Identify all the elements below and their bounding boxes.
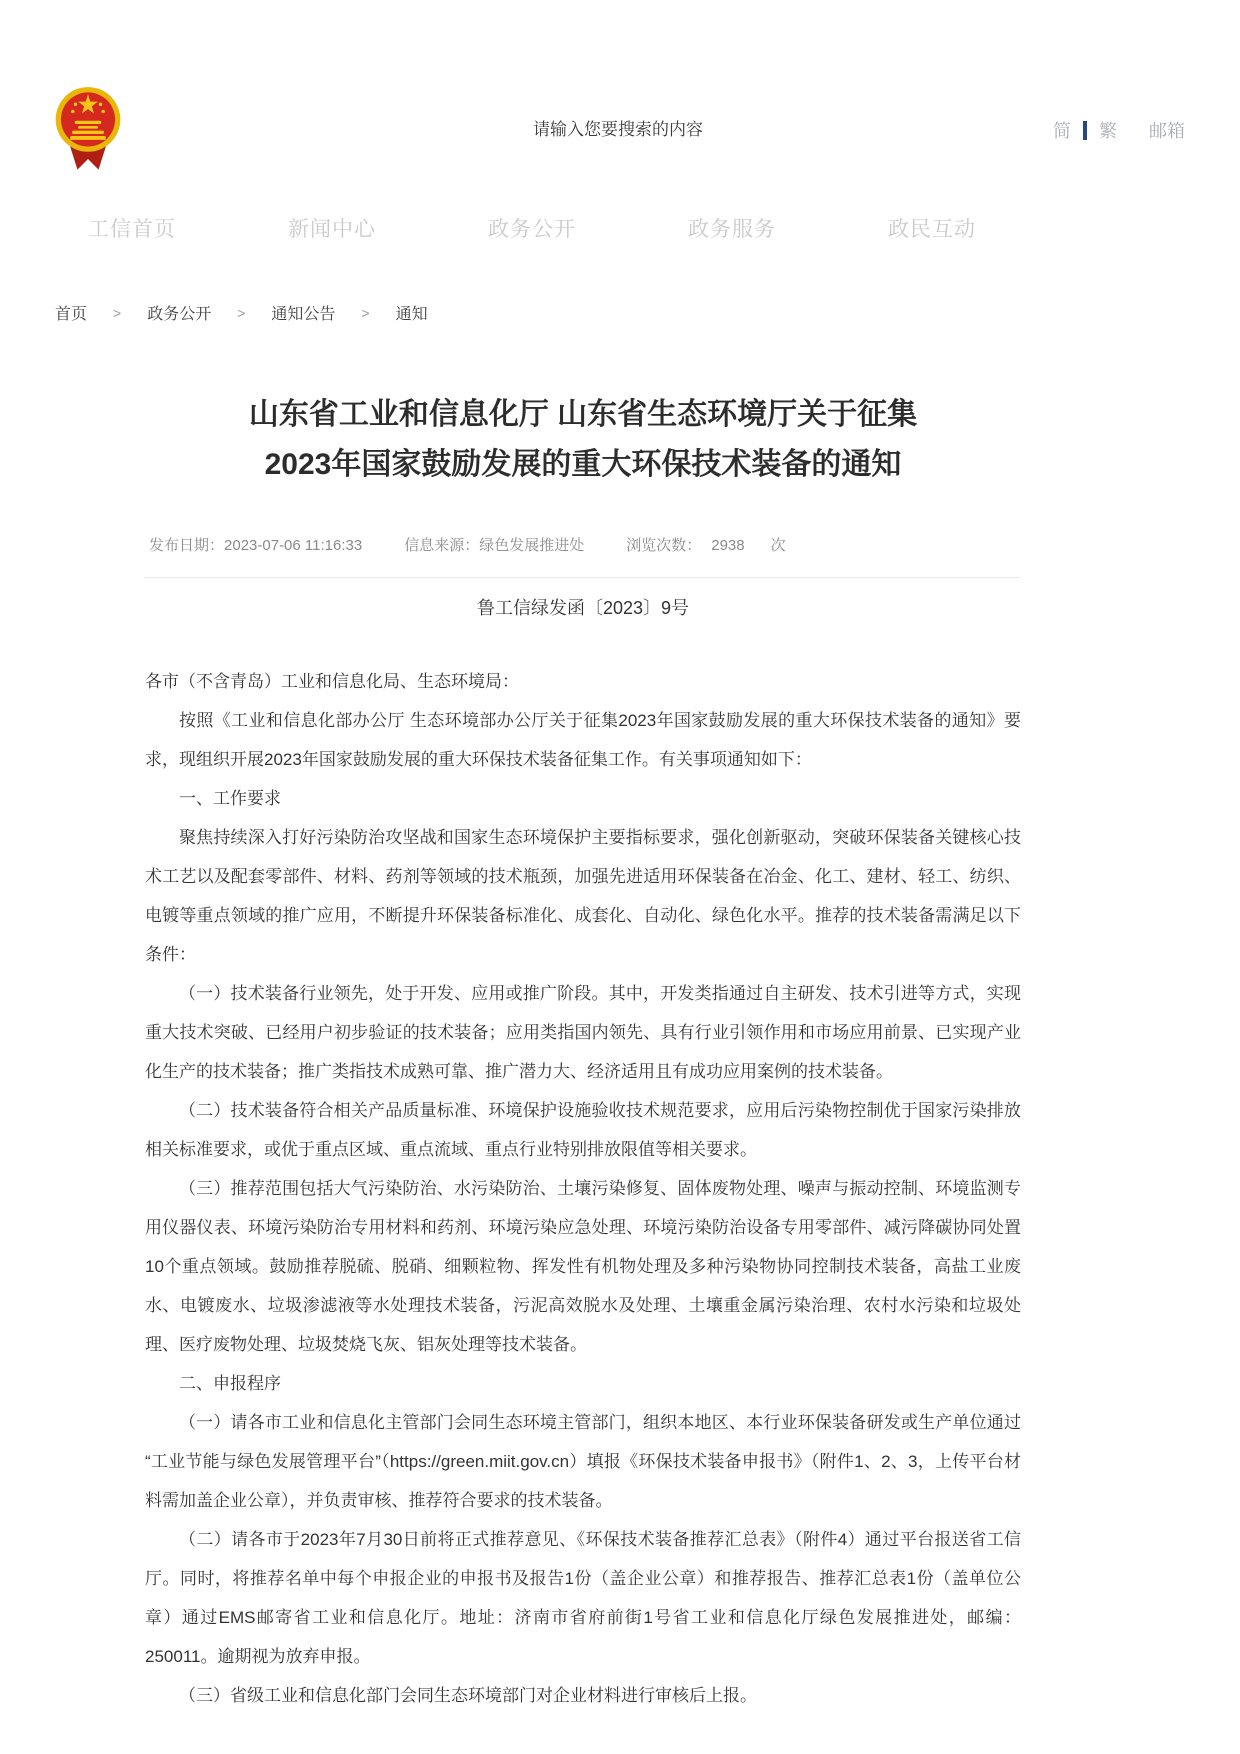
paragraph-item-2-1: （一）请各市工业和信息化主管部门会同生态环境主管部门，组织本地区、本行业环保装备研发或生产单位通过“工业节能与绿色发展管理平台”（https://green.miit.gov.cn）填报《环保技术装备申报书》（附件1、2、3，上传平台材料需加盖企业公章），并负责审核、推荐符合要求的技术装备。 xyxy=(145,1413,1021,1510)
page-title-line2: 2023年国家鼓励发展的重大环保技术装备的通知 xyxy=(264,448,902,481)
lang-traditional-link[interactable]: 繁 xyxy=(1099,121,1117,141)
breadcrumb-separator-icon: > xyxy=(361,304,370,321)
main-nav xyxy=(55,213,1185,243)
paragraph-item-1-3: （三）推荐范围包括大气污染防治、水污染防治、土壤污染修复、固体废物处理、噪声与振动控制、环境监测专用仪器仪表、环境污染防治专用材料和药剂、环境污染应急处理、环境污染防治设备专用零部件、减污降碳协同处置10个重点领域。鼓励推荐脱硫、脱硝、细颗粒物、挥发性有机物处理及多种污染物协同控制技术装备，高盐工业废水、电镀废水、垃圾渗滤液等水处理技术装备，污泥高效脱水及处理、土壤重金属污染治理、农村水污染和垃圾处理、医疗废物处理、垃圾焚烧飞灰、铝灰处理等技术装备。 xyxy=(145,1179,1021,1354)
publish-date-label: 发布日期： xyxy=(149,537,225,554)
info-source-label: 信息来源： xyxy=(404,537,480,554)
paragraph-requirements: 聚焦持续深入打好污染防治攻坚战和国家生态环境保护主要指标要求，强化创新驱动，突破环保装备关键核心技术工艺以及配套零部件、材料、药剂等领域的技术瓶颈，加强先进适用环保装备在冶金、化工、建材、轻工、纺织、电镀等重点领域的推广应用，不断提升环保装备标准化、成套化、自动化、绿色化水平。推荐的技术装备需满足以下条件： xyxy=(145,828,1021,964)
publish-date-value: 2023-07-06 11:16:33 xyxy=(224,537,363,554)
breadcrumb-separator-icon: > xyxy=(237,304,246,321)
info-source xyxy=(404,534,584,555)
paragraph-item-1-2: （二）技术装备符合相关产品质量标准、环境保护设施验收技术规范要求，应用后污染物控制优于国家污染排放相关标准要求，或优于重点区域、重点流域、重点行业特别排放限值等相关要求。 xyxy=(145,1101,1021,1159)
breadcrumb-gov-affairs[interactable]: 政务公开 xyxy=(147,306,212,323)
document-number: 鲁工信绿发函〔2023〕9号 xyxy=(476,598,690,618)
national-emblem-icon[interactable] xyxy=(55,84,121,176)
article-body xyxy=(145,662,1021,1715)
view-count-unit: 次 xyxy=(770,537,786,554)
breadcrumb xyxy=(55,301,1185,324)
view-count xyxy=(626,534,785,555)
publish-date xyxy=(149,534,362,555)
paragraph-item-2-2: （二）请各市于2023年7月30日前将正式推荐意见、《环保技术装备推荐汇总表》（附件4）通过平台报送省工信厅。同时，将推荐名单中每个申报企业的申报书及报告1份（盖企业公章）和推荐报告、推荐汇总表1份（盖单位公章）通过EMS邮寄省工业和信息化厅。地址：济南市省府前街1号省工业和信息化厅绿色发展推进处，邮编：250011。逾期视为放弃申报。 xyxy=(145,1530,1021,1666)
nav-item-gov-services[interactable]: 政务服务 xyxy=(688,218,776,241)
breadcrumb-notice[interactable]: 通知 xyxy=(395,306,428,323)
article-meta xyxy=(145,534,1021,578)
view-count-value: 2938 xyxy=(711,537,745,554)
breadcrumb-notices[interactable]: 通知公告 xyxy=(271,306,336,323)
lang-divider xyxy=(1083,121,1087,140)
view-count-label: 浏览次数： xyxy=(626,537,702,554)
nav-item-home[interactable]: 工信首页 xyxy=(88,218,176,241)
nav-item-gov-affairs[interactable]: 政务公开 xyxy=(488,218,576,241)
page-title xyxy=(145,390,1021,490)
site-header xyxy=(0,0,1240,185)
breadcrumb-home[interactable]: 首页 xyxy=(55,306,88,323)
paragraph-intro: 按照《工业和信息化部办公厅 生态环境部办公厅关于征集2023年国家鼓励发展的重大环保技术装备的通知》要求，现组织开展2023年国家鼓励发展的重大环保技术装备征集工作。有关事项通知如下： xyxy=(145,711,1021,769)
section-heading-1: 一、工作要求 xyxy=(179,789,281,808)
article xyxy=(145,390,1021,1715)
section-heading-2: 二、申报程序 xyxy=(179,1374,281,1393)
search-input[interactable] xyxy=(533,120,903,140)
mailbox-link[interactable]: 邮箱 xyxy=(1149,121,1185,141)
page-title-line1: 山东省工业和信息化厅 山东省生态环境厅关于征集 xyxy=(248,398,918,431)
paragraph-salutation: 各市（不含青岛）工业和信息化局、生态环境局： xyxy=(145,672,519,691)
paragraph-item-1-1: （一）技术装备行业领先，处于开发、应用或推广阶段。其中，开发类指通过自主研发、技术引进等方式，实现重大技术突破、已经用户初步验证的技术装备；应用类指国内领先、具有行业引领作用和市场应用前景、已实现产业化生产的技术装备；推广类指技术成熟可靠、推广潜力大、经济适用且有成功应用案例的技术装备。 xyxy=(145,984,1021,1081)
nav-item-news[interactable]: 新闻中心 xyxy=(288,218,376,241)
breadcrumb-separator-icon: > xyxy=(113,304,122,321)
nav-item-interaction[interactable]: 政民互动 xyxy=(888,218,976,241)
lang-simplified-link[interactable]: 简 xyxy=(1053,121,1071,141)
paragraph-item-2-3: （三）省级工业和信息化部门会同生态环境部门对企业材料进行审核后上报。 xyxy=(179,1686,757,1705)
info-source-value: 绿色发展推进处 xyxy=(479,537,585,554)
header-links xyxy=(1053,117,1185,143)
